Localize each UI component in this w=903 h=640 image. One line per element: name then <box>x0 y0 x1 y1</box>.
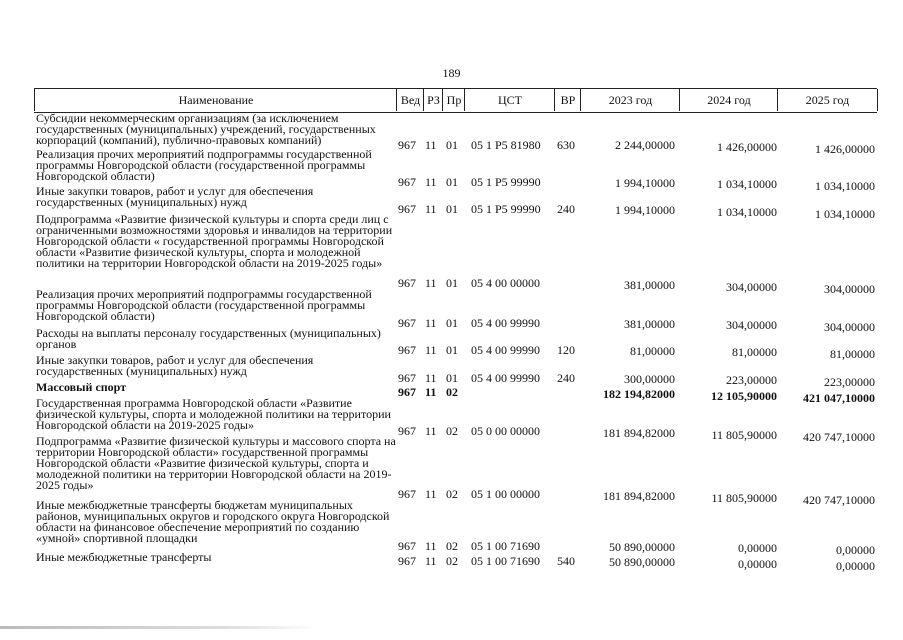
header-2024: 2024 год <box>679 89 778 111</box>
row-value-2023: 181 894,82000 <box>603 489 675 503</box>
row-cst: 05 1 00 00000 <box>471 487 540 501</box>
row-value-2025: 81,00000 <box>830 347 875 361</box>
row-name: Государственная программа Новгородской области «Развитие физической культуры, спорта и молодежной политики на территории Новгородской области на 2019-2025 годы» <box>36 396 391 432</box>
scan-edge <box>0 626 320 629</box>
row-value-2025: 421 047,10000 <box>803 391 875 405</box>
row-ved: 967 <box>398 343 416 357</box>
row-name: Подпрограмма «Развитие физической культуры и массового спорта на территории Новгородской области» государственной программы Новгородской области «Развитие физической культуры, спорта и молодежной политики на территории Новгородской области на 2019-2025 годы» <box>36 434 396 492</box>
row-name: Реализация прочих мероприятий подпрограммы государственной программы Новгородской области (государственной программы Новгородской области) <box>36 147 372 183</box>
row-name: Субсидии некоммерческим организациям (за исключением государственных (муниципальных) учреждений, государственных корпораций (компаний), публично-правовых компаний) <box>36 111 376 147</box>
row-cst: 05 4 00 99990 <box>471 371 540 385</box>
row-name: Расходы на выплаты персоналу государственных (муниципальных) органов <box>36 326 381 351</box>
row-pr: 02 <box>446 539 458 553</box>
row-rz: 11 <box>425 175 437 189</box>
row-ved: 967 <box>398 202 416 216</box>
row-ved: 967 <box>398 316 416 330</box>
row-pr: 02 <box>446 554 458 568</box>
row-value-2023: 381,00000 <box>624 317 675 331</box>
row-value-2024: 304,00000 <box>726 318 777 332</box>
row-value-2023: 1 994,10000 <box>615 176 675 190</box>
row-cst: 05 4 00 00000 <box>471 276 540 290</box>
row-value-2025: 304,00000 <box>824 282 875 296</box>
row-rz: 11 <box>425 276 437 290</box>
row-value-2024: 1 426,00000 <box>717 140 777 154</box>
row-rz: 11 <box>425 539 437 553</box>
row-pr: 01 <box>446 175 458 189</box>
row-ved: 967 <box>398 371 416 385</box>
row-value-2023: 81,00000 <box>630 344 675 358</box>
header-name: Наименование <box>34 89 397 111</box>
row-name: Иные закупки товаров, работ и услуг для обеспечения государственных (муниципальных) нужд <box>36 184 314 209</box>
row-value-2024: 12 105,90000 <box>711 389 777 403</box>
row-cst: 05 1 Р5 99990 <box>471 175 541 189</box>
row-value-2023: 381,00000 <box>624 278 675 292</box>
row-ved: 967 <box>398 138 416 152</box>
row-ved: 967 <box>398 539 416 553</box>
row-value-2025: 1 034,10000 <box>815 207 875 221</box>
row-value-2024: 304,00000 <box>726 280 777 294</box>
row-value-2025: 223,00000 <box>824 375 875 389</box>
row-rz: 11 <box>425 371 437 385</box>
row-cst: 05 4 00 99990 <box>471 316 540 330</box>
row-rz: 11 <box>425 138 437 152</box>
row-ved: 967 <box>398 554 416 568</box>
row-vr: 630 <box>557 138 575 152</box>
header-vr: ВР <box>554 89 581 111</box>
row-vr: 240 <box>557 202 575 216</box>
row-ved: 967 <box>398 424 416 438</box>
row-ved: 967 <box>398 276 416 290</box>
row-value-2025: 1 034,10000 <box>815 179 875 193</box>
row-value-2023: 182 194,82000 <box>603 387 675 401</box>
row-pr: 01 <box>446 371 458 385</box>
row-name: Иные закупки товаров, работ и услуг для обеспечения государственных (муниципальных) нужд <box>36 353 314 378</box>
row-value-2025: 1 426,00000 <box>815 142 875 156</box>
row-value-2024: 0,00000 <box>738 541 777 555</box>
table-header <box>34 88 877 113</box>
row-cst: 05 1 00 71690 <box>471 539 540 553</box>
row-value-2024: 11 805,90000 <box>711 428 777 442</box>
row-value-2024: 11 805,90000 <box>711 491 777 505</box>
row-vr: 120 <box>557 343 575 357</box>
header-ved: Вед <box>396 89 424 111</box>
row-pr: 01 <box>446 343 458 357</box>
row-value-2025: 0,00000 <box>836 559 875 573</box>
row-vr: 540 <box>557 554 575 568</box>
row-value-2024: 223,00000 <box>726 373 777 387</box>
row-rz: 11 <box>425 487 437 501</box>
row-rz: 11 <box>425 202 437 216</box>
row-cst: 05 4 00 99990 <box>471 343 540 357</box>
row-value-2024: 81,00000 <box>732 345 777 359</box>
row-value-2025: 0,00000 <box>836 543 875 557</box>
row-cst: 05 1 00 71690 <box>471 554 540 568</box>
row-cst: 05 1 Р5 81980 <box>471 138 541 152</box>
row-pr: 02 <box>446 487 458 501</box>
header-rz: РЗ <box>423 89 443 111</box>
header-cst: ЦСТ <box>464 89 555 111</box>
row-pr: 01 <box>446 138 458 152</box>
row-name: Иные межбюджетные трансферты бюджетам муниципальных районов, муниципальных округов и городского округа Новгородской области на финансовое обеспечение мероприятий по созданию «умной» спортивной площадки <box>36 498 390 545</box>
header-2023: 2023 год <box>580 89 680 111</box>
row-value-2025: 304,00000 <box>824 320 875 334</box>
row-ved: 967 <box>398 175 416 189</box>
row-value-2023: 2 244,00000 <box>615 138 675 152</box>
section-title: Массовый спорт <box>36 380 127 394</box>
row-value-2023: 50 890,00000 <box>609 555 675 569</box>
row-vr: 240 <box>557 371 575 385</box>
row-name: Подпрограмма «Развитие физической культуры и спорта среди лиц с ограниченными возможностями здоровья и инвалидов на территории Новгородской области « государственной программы Новгородской области «Развитие физической культуры, спорта и молодежной политики на территории Новгородской области на 2019-2025 годы» <box>36 212 393 270</box>
row-pr: 01 <box>446 202 458 216</box>
row-cst: 05 0 00 00000 <box>471 424 540 438</box>
row-value-2025: 420 747,10000 <box>803 430 875 444</box>
row-name: Реализация прочих мероприятий подпрограммы государственной программы Новгородской области (государственной программы Новгородской области) <box>36 287 372 323</box>
row-value-2023: 50 890,00000 <box>609 540 675 554</box>
row-pr: 02 <box>446 385 458 399</box>
page-number: 189 <box>442 66 461 80</box>
row-rz: 11 <box>425 554 437 568</box>
row-rz: 11 <box>425 316 437 330</box>
row-ved: 967 <box>398 385 416 399</box>
row-value-2023: 181 894,82000 <box>603 426 675 440</box>
row-value-2023: 300,00000 <box>624 372 675 386</box>
row-value-2024: 1 034,10000 <box>717 205 777 219</box>
row-rz: 11 <box>425 385 437 399</box>
header-2025: 2025 год <box>777 89 878 111</box>
header-pr: Пр <box>442 89 465 111</box>
row-rz: 11 <box>425 343 437 357</box>
row-pr: 02 <box>446 424 458 438</box>
row-pr: 01 <box>446 316 458 330</box>
row-value-2024: 1 034,10000 <box>717 177 777 191</box>
row-value-2025: 420 747,10000 <box>803 493 875 507</box>
row-cst: 05 1 Р5 99990 <box>471 202 541 216</box>
row-value-2024: 0,00000 <box>738 557 777 571</box>
row-pr: 01 <box>446 276 458 290</box>
row-ved: 967 <box>398 487 416 501</box>
row-value-2023: 1 994,10000 <box>615 203 675 217</box>
row-rz: 11 <box>425 424 437 438</box>
row-name: Иные межбюджетные трансферты <box>36 550 212 564</box>
